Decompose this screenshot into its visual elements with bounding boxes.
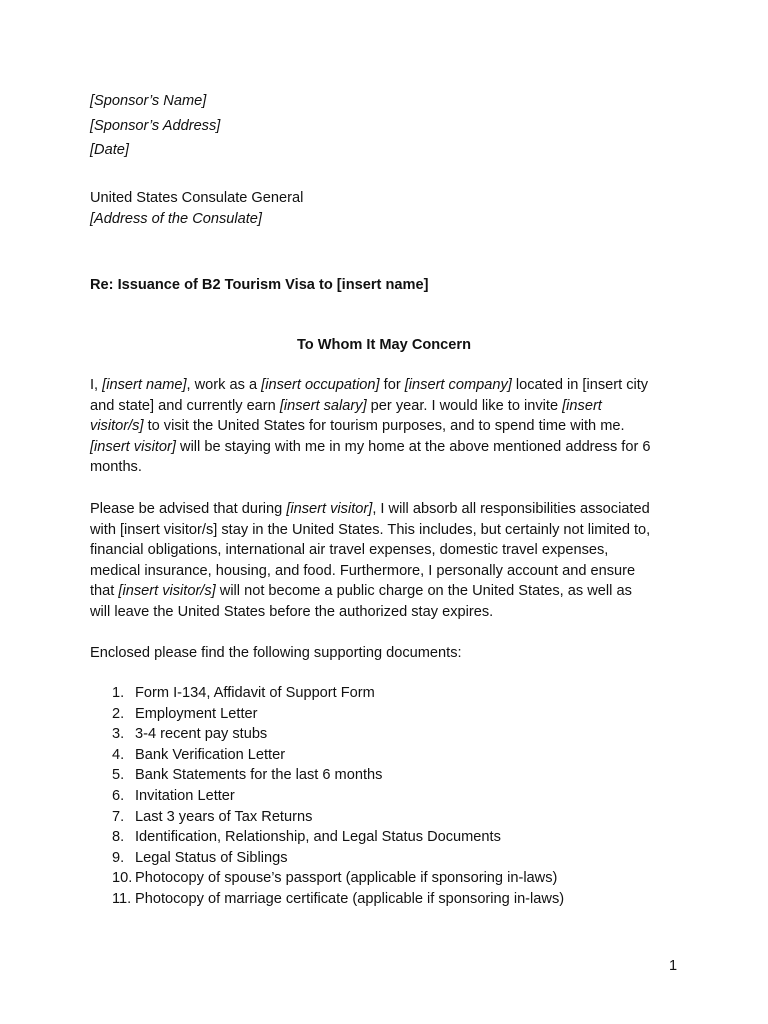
letter-date: [Date] [90, 142, 129, 158]
paragraph-line: that [insert visitor/s] will not become a public charge on the United States, as well as [90, 583, 632, 599]
paragraph-responsibilities [90, 499, 680, 622]
paragraph-line: I, [insert name], work as a [insert occupation] for [insert company] located in [insert city [90, 377, 649, 393]
list-item: 9. Legal Status of Siblings [112, 849, 288, 866]
paragraph-line: visitor/s] to visit the United States for tourism purposes, and to spend time with me. [90, 418, 625, 434]
list-item: 5. Bank Statements for the last 6 months [112, 767, 383, 784]
list-item: 6. Invitation Letter [112, 787, 235, 804]
list-item: 7. Last 3 years of Tax Returns [112, 808, 313, 825]
paragraph-line: will leave the United States before the authorized stay expires. [90, 603, 494, 620]
paragraph-line: medical insurance, housing, and food. Furthermore, I personally account and ensure [90, 562, 636, 579]
paragraph-line: and state] and currently earn [insert salary] per year. I would like to invite [insert [90, 397, 602, 414]
paragraph-line: with [insert visitor/s] stay in the United States. This includes, but certainly not limited to, [90, 521, 651, 538]
list-item: 8. Identification, Relationship, and Legal Status Documents [112, 829, 501, 846]
sponsor-address: [Sponsor’s Address] [90, 118, 221, 134]
enclosed-intro: Enclosed please find the following supporting documents: [90, 645, 462, 661]
recipient-address: [Address of the Consulate] [90, 211, 262, 227]
list-item: 4. Bank Verification Letter [112, 746, 286, 763]
list-item: 3. 3-4 recent pay stubs [112, 726, 268, 743]
paragraph-line: financial obligations, international air travel expenses, domestic travel expenses, [90, 542, 609, 558]
recipient-name: United States Consulate General [90, 190, 304, 206]
paragraph-line: Please be advised that during [insert visitor], I will absorb all responsibilities associated [90, 501, 650, 517]
list-item: 2. Employment Letter [112, 705, 258, 722]
list-item: 10. Photocopy of spouse’s passport (applicable if sponsoring in-laws) [112, 870, 558, 887]
list-item: 11. Photocopy of marriage certificate (applicable if sponsoring in-laws) [112, 890, 565, 907]
subject-line: Re: Issuance of B2 Tourism Visa to [insert name] [90, 277, 429, 293]
salutation: To Whom It May Concern [296, 337, 472, 353]
page-number: 1 [669, 958, 678, 974]
paragraph-line: [insert visitor] will be staying with me in my home at the above mentioned address for 6 [90, 438, 651, 455]
paragraph-invitation [90, 375, 680, 478]
list-item: 1. Form I-134, Affidavit of Support Form [112, 685, 375, 701]
paragraph-line: months. [90, 459, 142, 475]
documents-list [90, 683, 690, 910]
sponsor-name: [Sponsor’s Name] [90, 93, 207, 109]
